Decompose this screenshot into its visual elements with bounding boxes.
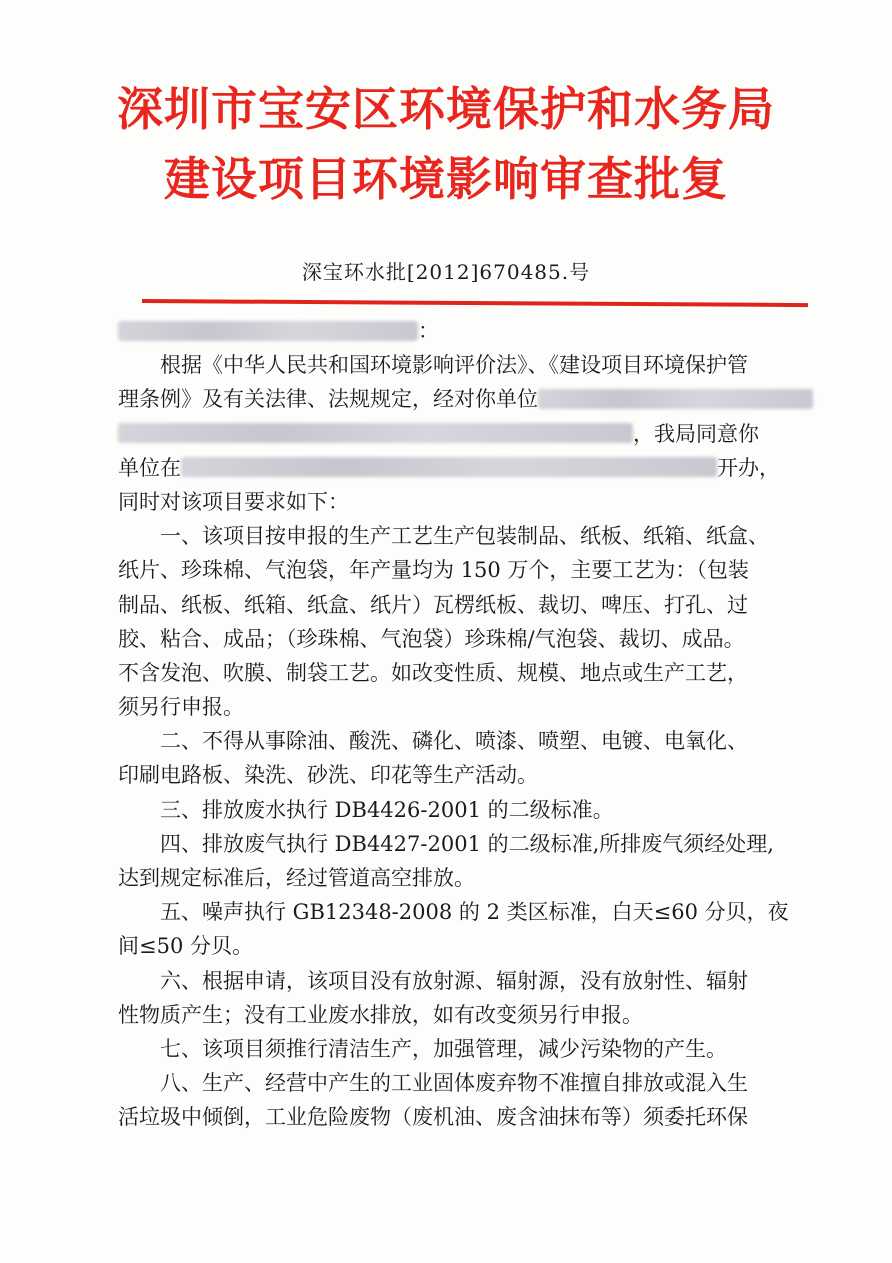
- addressee-colon: ：: [418, 319, 439, 343]
- intro-line-2: [118, 382, 786, 416]
- item-1-line-1: 一、该项目按申报的生产工艺生产包装制品、纸板、纸箱、纸盒、: [160, 524, 769, 549]
- intro-line-3-text: ，我局同意你: [633, 421, 759, 446]
- item-8-line-2: 活垃圾中倾倒，工业危险废物（废机油、废含油抹布等）须委托环保: [118, 1105, 748, 1130]
- intro-line-4: [118, 451, 786, 485]
- item-1-line-4: 胶、粘合、成品；（珍珠棉、气泡袋）珍珠棉/气泡袋、裁切、成品。: [118, 626, 745, 651]
- redacted-application-name: [538, 389, 813, 409]
- item-3-line-1: 三、排放废水执行 DB4426-2001 的二级标准。: [160, 797, 614, 822]
- item-4-line-2: 达到规定标准后，经过管道高空排放。: [118, 866, 475, 890]
- intro-line-5: 同时对该项目要求如下：: [118, 489, 349, 514]
- intro-line-2-text: 理条例》及有关法律、法规规定，经对你单位: [118, 387, 538, 412]
- red-header-rule: [142, 299, 808, 307]
- intro-line-4-text-b: 开办，: [717, 455, 780, 480]
- item-5-line-2: 间≤50 分贝。: [118, 934, 253, 959]
- item-6-line-2: 性物质产生；没有工业废水排放，如有改变须另行申报。: [118, 1002, 643, 1027]
- document-number: 深宝环水批[2012]670485.号: [301, 260, 591, 284]
- item-2-line-2: 印刷电路板、染洗、砂洗、印花等生产活动。: [118, 763, 538, 788]
- intro-line-3: [118, 417, 786, 451]
- item-1-line-2: 纸片、珍珠棉、气泡袋，年产量均为 150 万个，主要工艺为：（包装: [118, 558, 749, 583]
- redacted-address: [181, 457, 717, 477]
- item-2-line-1: 二、不得从事除油、酸洗、磷化、喷漆、喷塑、电镀、电氧化、: [160, 729, 748, 754]
- item-8-line-1: 八、生产、经营中产生的工业固体废弃物不准擅自排放或混入生: [160, 1071, 748, 1096]
- document-title-line-2: 建设项目环境影响审查批复: [164, 152, 728, 206]
- document-title-line-1: 深圳市宝安区环境保护和水务局: [117, 82, 775, 136]
- item-1-line-3: 制品、纸板、纸箱、纸盒、纸片）瓦楞纸板、裁切、啤压、打孔、过: [118, 592, 748, 617]
- item-6-line-1: 六、根据申请，该项目没有放射源、辐射源，没有放射性、辐射: [160, 968, 748, 993]
- intro-line-1: 根据《中华人民共和国环境影响评价法》、《建设项目环境保护管: [160, 353, 748, 378]
- intro-line-4-text-a: 单位在: [118, 455, 181, 480]
- item-1-line-6: 须另行申报。: [118, 695, 244, 720]
- letter-body: [118, 314, 789, 1135]
- redacted-application-number: [118, 423, 633, 443]
- item-4-line-1: 四、排放废气执行 DB4427-2001 的二级标准,所排废气须经处理,: [160, 831, 774, 856]
- item-7-line-1: 七、该项目须推行清洁生产，加强管理，减少污染物的产生。: [160, 1036, 727, 1061]
- addressee-line: [118, 314, 786, 348]
- item-5-line-1: 五、噪声执行 GB12348-2008 的 2 类区标准，白天≤60 分贝，夜: [160, 900, 789, 925]
- item-1-line-5: 不含发泡、吹膜、制袋工艺。如改变性质、规模、地点或生产工艺，: [118, 660, 748, 685]
- redacted-addressee: [118, 321, 418, 341]
